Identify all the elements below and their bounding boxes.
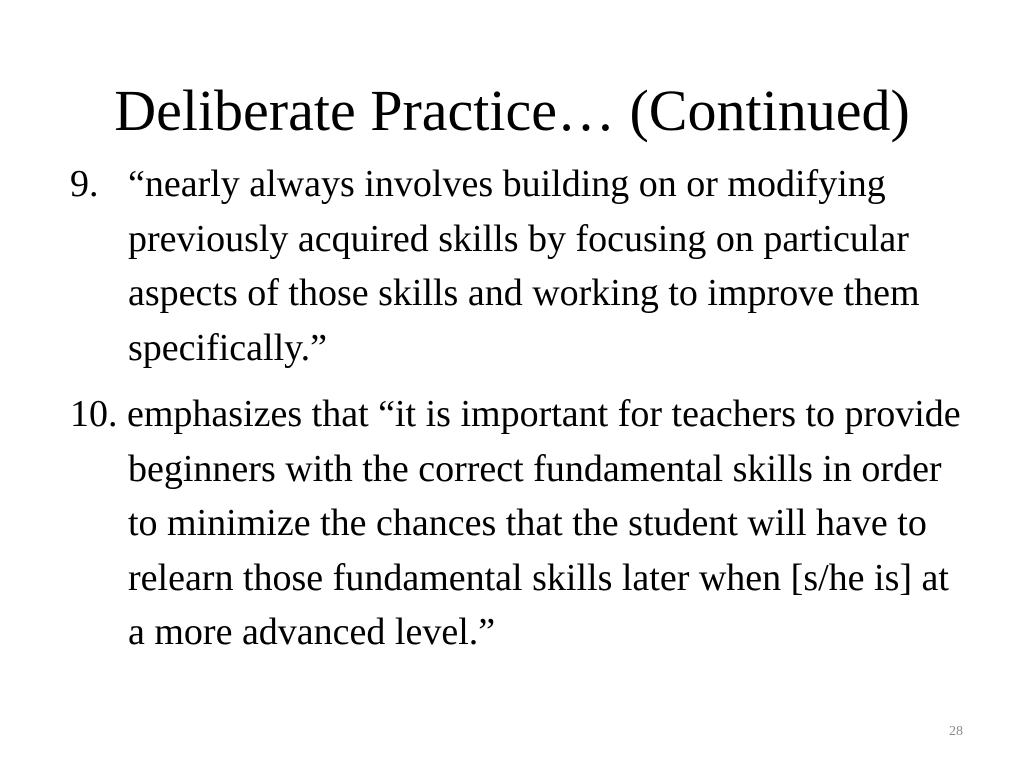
list-item-text: emphasizes that “it is important for teachers to provide beginners with the correct fundamental skills in order to minimize the chances that the student will have to relearn those fundamental skills later when [s/he is] at a more advanced level.” bbox=[127, 393, 961, 653]
list-item-number: 10. bbox=[70, 393, 127, 435]
slide-body-list bbox=[70, 157, 970, 672]
list-item-10 bbox=[70, 387, 970, 660]
slide-page-number: 28 bbox=[949, 724, 963, 739]
list-item-9 bbox=[70, 157, 970, 375]
list-item-text: “nearly always involves building on or modifying previously acquired skills by focusing on particular aspects of those skills and working to improve them specifically.” bbox=[128, 163, 920, 369]
list-item-number: 9. bbox=[70, 163, 99, 205]
slide-title: Deliberate Practice… (Continued) bbox=[114, 78, 910, 143]
